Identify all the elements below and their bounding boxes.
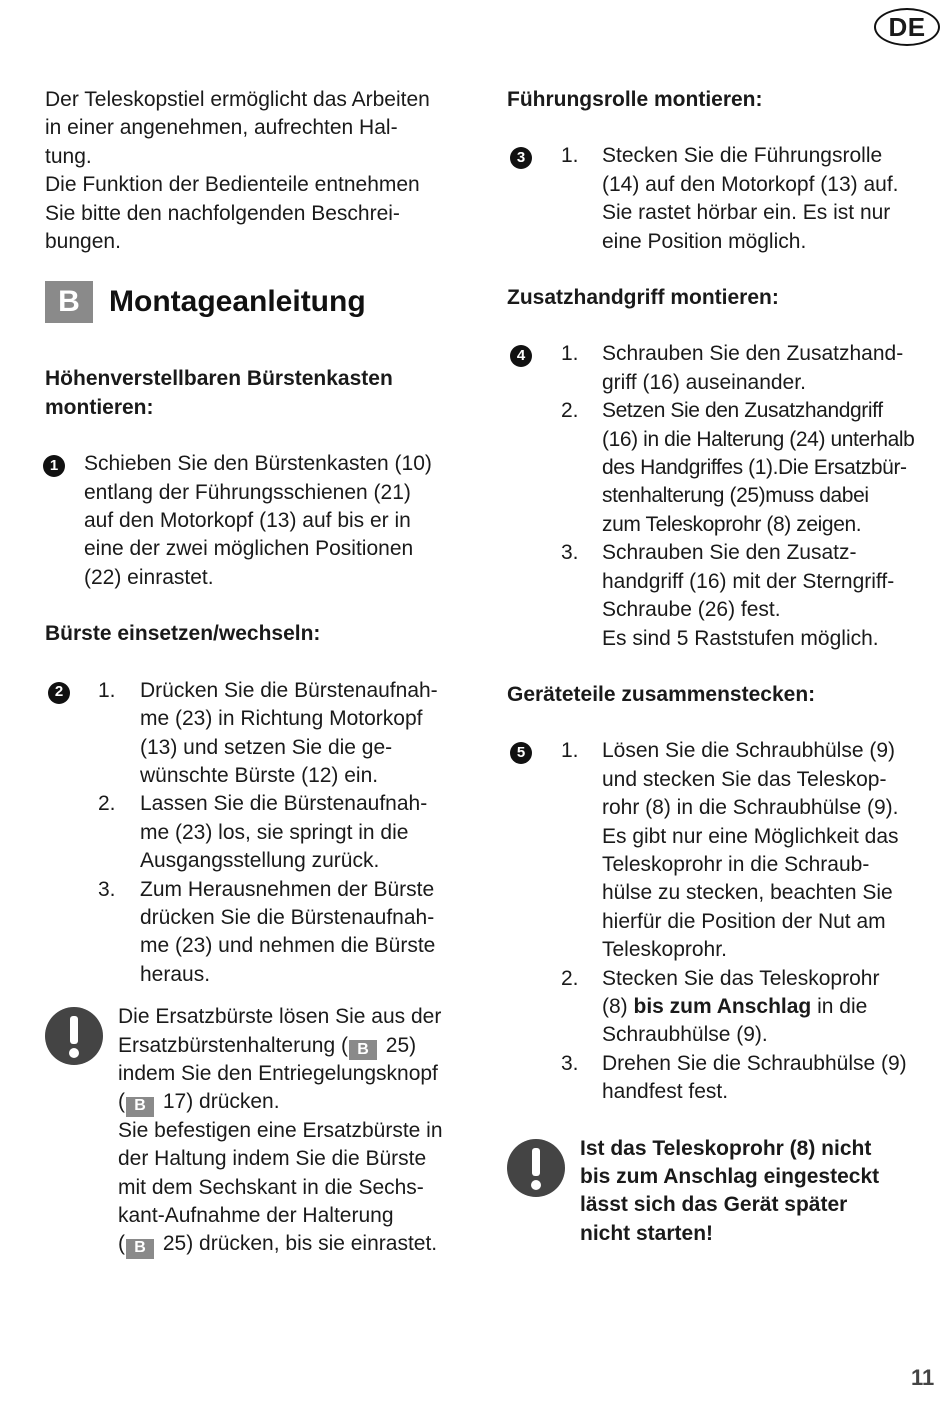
list-text xyxy=(602,737,944,964)
text-line: Teleskoprohr. xyxy=(602,938,727,962)
intro-line: bungen. xyxy=(45,230,121,254)
text-line: (8) bis zum Anschlag in die xyxy=(602,994,868,1018)
text-line: Teleskoprohr in die Schraub- xyxy=(602,852,870,876)
list-text xyxy=(602,539,944,653)
list-number: 3. xyxy=(561,541,579,565)
list-number: 1. xyxy=(561,144,579,168)
list-item xyxy=(561,340,944,397)
text-line: (22) einrastet. xyxy=(84,565,214,589)
list-number: 2. xyxy=(561,399,579,423)
text-line: Schrauben Sie den Zusatz- xyxy=(602,541,857,565)
step-3-list xyxy=(561,142,944,256)
intro-paragraph xyxy=(45,86,485,256)
text-line: drücken Sie die Bürstenaufnah- xyxy=(140,905,435,929)
note-text xyxy=(118,1003,485,1259)
text-line: Setzen Sie den Zusatzhandgriff xyxy=(602,399,883,423)
text-line: (13) und setzen Sie die ge- xyxy=(140,735,393,759)
list-number: 2. xyxy=(98,792,116,816)
list-text xyxy=(140,790,485,875)
list-text xyxy=(602,142,944,256)
text-line: mit dem Sechskant in die Sechs- xyxy=(118,1175,424,1199)
text-line: hierfür die Position der Nut am xyxy=(602,909,886,933)
text-line: nicht starten! xyxy=(580,1221,714,1245)
text-line: auf den Motorkopf (13) auf bis er in xyxy=(84,509,411,533)
intro-line: tung. xyxy=(45,144,92,168)
list-number: 2. xyxy=(561,966,579,990)
text-line: Schrauben Sie den Zusatzhand- xyxy=(602,342,904,366)
list-item xyxy=(561,539,944,653)
text-line: Drehen Sie die Schraubhülse (9) xyxy=(602,1051,907,1075)
step-4 xyxy=(507,340,944,652)
step-3 xyxy=(507,142,944,256)
text-line: eine Position möglich. xyxy=(602,229,807,253)
text-line: Lösen Sie die Schraubhülse (9) xyxy=(602,739,896,763)
text-line: Ist das Teleskoprohr (8) nicht xyxy=(580,1136,872,1160)
section-header xyxy=(45,281,485,323)
step-4-list xyxy=(561,340,944,652)
list-text xyxy=(140,876,485,990)
heading-line: montieren: xyxy=(45,395,154,419)
text-line: heraus. xyxy=(140,962,211,986)
list-number: 3. xyxy=(561,1051,579,1075)
section-letter-box: B xyxy=(45,281,93,323)
list-item xyxy=(98,790,485,875)
text-line: lässt sich das Gerät später xyxy=(580,1193,848,1217)
list-text xyxy=(602,965,944,1050)
list-item xyxy=(98,876,485,990)
text-line: (14) auf den Motorkopf (13) auf. xyxy=(602,172,899,196)
step-1 xyxy=(45,450,485,592)
list-number: 1. xyxy=(98,678,116,702)
text-line: me (23) los, sie springt in die xyxy=(140,820,409,844)
list-number: 1. xyxy=(561,739,579,763)
text-line: ( B 25) drücken, bis sie einrastet. xyxy=(118,1230,485,1258)
exclamation-icon xyxy=(507,1139,565,1197)
step-number-5-icon: 5 xyxy=(510,742,532,764)
list-text xyxy=(602,340,944,397)
step-1-text xyxy=(84,450,432,592)
page-number: 11 xyxy=(911,1365,935,1390)
text-line: entlang der Führungsschienen (21) xyxy=(84,480,411,504)
list-item xyxy=(561,965,944,1050)
intro-line: Die Funktion der Bedienteile entnehmen xyxy=(45,173,420,197)
text-line: me (23) in Richtung Motorkopf xyxy=(140,707,423,731)
warning-text xyxy=(580,1135,944,1249)
text-line: rohr (8) in die Schraubhülse (9). xyxy=(602,796,899,820)
intro-line: Sie bitte den nachfolgenden Beschrei- xyxy=(45,201,400,225)
text-line: Es sind 5 Raststufen möglich. xyxy=(602,626,879,650)
text-line: bis zum Anschlag eingesteckt xyxy=(580,1165,880,1188)
text-line: hülse zu stecken, beachten Sie xyxy=(602,881,893,905)
text-line: (16) in die Halterung (24) unterhalb xyxy=(602,427,915,451)
text-line: Zum Herausnehmen der Bürste xyxy=(140,877,435,901)
list-item xyxy=(561,737,944,964)
list-item xyxy=(561,1050,944,1107)
list-number: 1. xyxy=(561,342,579,366)
intro-line: Der Teleskopstiel ermöglicht das Arbeiten xyxy=(45,88,430,111)
section-title: Montageanleitung xyxy=(109,285,366,319)
step-2 xyxy=(45,677,485,989)
heading-geräteteile: Geräteteile zusammenstecken: xyxy=(507,682,816,706)
warning-block xyxy=(507,1135,944,1249)
right-column xyxy=(507,86,944,1248)
list-number: 3. xyxy=(98,877,116,901)
text-line: Sie befestigen eine Ersatzbürste in xyxy=(118,1118,443,1142)
text-line: wünschte Bürste (12) ein. xyxy=(140,763,379,787)
heading-führungsrolle: Führungsrolle montieren: xyxy=(507,88,763,111)
text-line: Schieben Sie den Bürstenkasten (10) xyxy=(84,452,432,476)
list-text xyxy=(140,677,485,791)
text-line: Lassen Sie die Bürstenaufnah- xyxy=(140,792,428,816)
list-item xyxy=(98,677,485,791)
list-item xyxy=(561,142,944,256)
text-line: ( B 17) drücken. xyxy=(118,1088,485,1116)
text-line: Schraube (26) fest. xyxy=(602,598,781,622)
text-line: Drücken Sie die Bürstenaufnah- xyxy=(140,678,438,702)
step-5-list xyxy=(561,737,944,1106)
text-line: stenhalterung (25)muss dabei xyxy=(602,484,869,508)
text-line: zum Teleskoprohr (8) zeigen. xyxy=(602,512,862,536)
step-2-list xyxy=(98,677,485,989)
text-line: Ausgangsstellung zurück. xyxy=(140,849,380,873)
text-line: indem Sie den Entriegelungsknopf xyxy=(118,1061,438,1085)
text-line: und stecken Sie das Teleskop- xyxy=(602,767,887,791)
text-line: handfest fest. xyxy=(602,1080,729,1104)
text-line: Es gibt nur eine Möglichkeit das xyxy=(602,824,899,848)
text-line: Schraubhülse (9). xyxy=(602,1023,768,1047)
intro-line: in einer angenehmen, aufrechten Hal- xyxy=(45,116,398,140)
list-text xyxy=(602,1050,944,1107)
text-line: me (23) und nehmen die Bürste xyxy=(140,934,436,958)
text-line: handgriff (16) mit der Sterngriff- xyxy=(602,569,895,593)
text-line: Stecken Sie die Führungsrolle xyxy=(602,144,883,168)
text-line: kant-Aufnahme der Halterung xyxy=(118,1204,394,1227)
language-badge: DE xyxy=(874,8,940,46)
list-text xyxy=(602,397,944,539)
text-line: der Haltung indem Sie die Bürste xyxy=(118,1147,427,1171)
text-line: eine der zwei möglichen Positionen xyxy=(84,537,414,561)
step-number-2-icon: 2 xyxy=(48,682,70,704)
text-line: griff (16) auseinander. xyxy=(602,370,806,394)
figure-b-ref-icon: B xyxy=(126,1097,154,1117)
left-column xyxy=(45,86,485,1259)
text-line: Sie rastet hörbar ein. Es ist nur xyxy=(602,201,891,225)
figure-b-ref-icon: B xyxy=(349,1040,377,1060)
figure-b-ref-icon: B xyxy=(126,1239,154,1259)
text-line: Stecken Sie das Teleskoprohr xyxy=(602,966,880,990)
step-number-3-icon: 3 xyxy=(510,147,532,169)
note-block xyxy=(45,1003,485,1259)
step-5 xyxy=(507,737,944,1106)
text-line: Ersatzbürstenhalterung ( B 25) xyxy=(118,1032,485,1060)
step-number-1-icon: 1 xyxy=(43,455,65,477)
heading-zusatzhandgriff: Zusatzhandgriff montieren: xyxy=(507,286,779,310)
text-line: Die Ersatzbürste lösen Sie aus der xyxy=(118,1005,442,1029)
exclamation-icon xyxy=(45,1007,103,1065)
heading-bürstenkasten xyxy=(45,365,485,422)
bold-emphasis: bis zum Anschlag xyxy=(633,994,812,1018)
text-line: des Handgriffes (1).Die Ersatzbür- xyxy=(602,456,907,480)
list-item xyxy=(561,397,944,539)
heading-line: Höhenverstellbaren Bürstenkasten xyxy=(45,367,393,391)
heading-bürste: Bürste einsetzen/wechseln: xyxy=(45,622,321,646)
step-number-4-icon: 4 xyxy=(510,345,532,367)
